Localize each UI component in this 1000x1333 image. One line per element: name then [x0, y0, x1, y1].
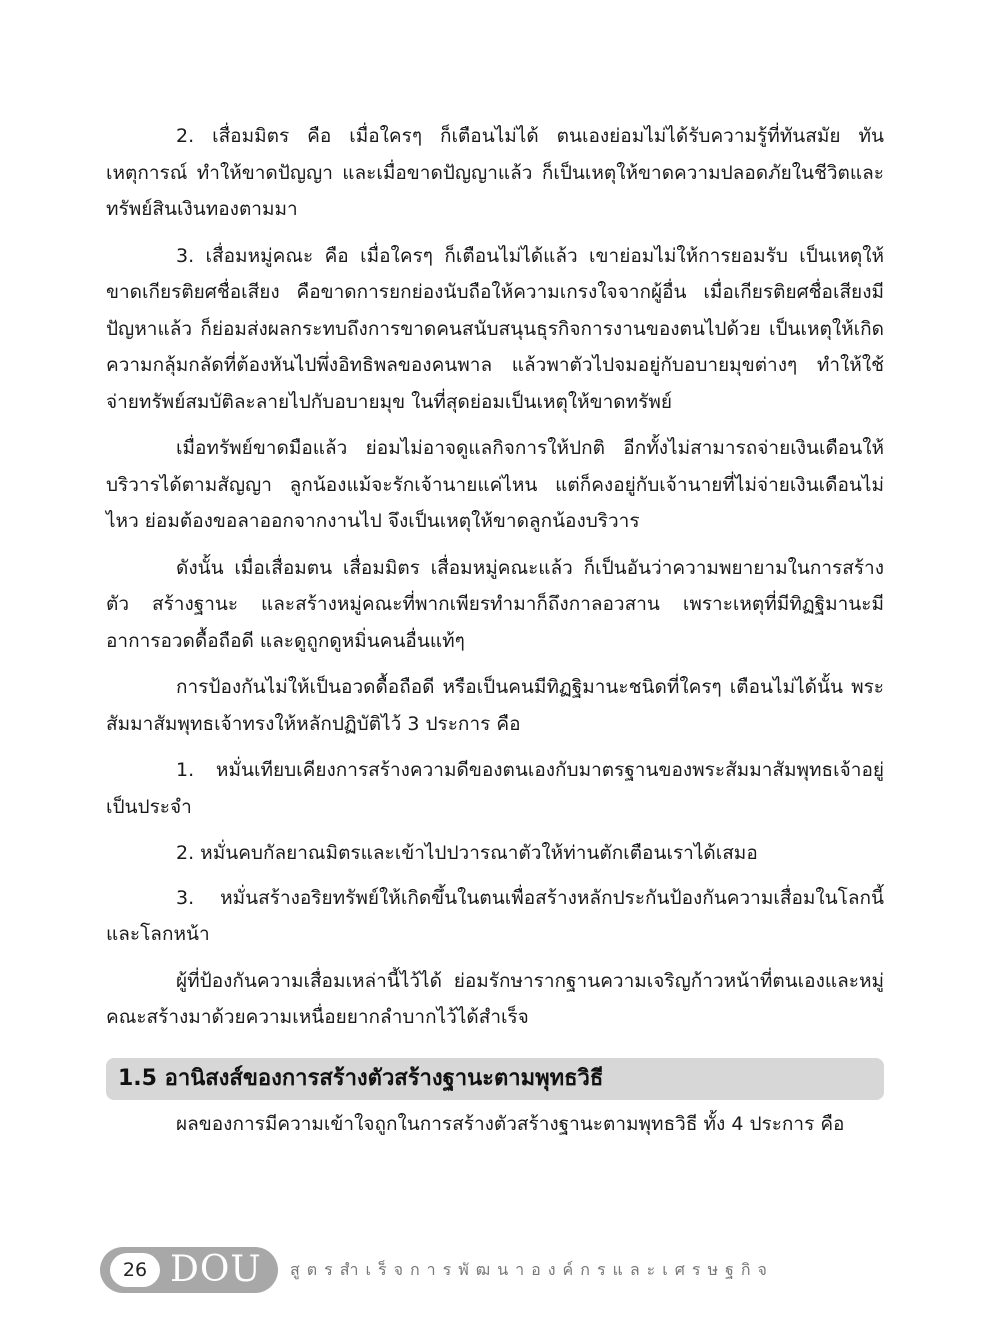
paragraph-loss-of-group: 3. เสื่อมหมู่คณะ คือ เมื่อใครๆ ก็เตือนไม่ได้แล้ว เขาย่อมไม่ให้การยอมรับ เป็นเหตุให้ขาดเกียรติยศชื่อเสียง คือขาดการยกย่องนับถือให้ความเกรงใจจากผู้อื่น เมื่อเกียรติยศชื่อเสียงมีปัญหาแล้ว ก็ย่อมส่งผลกระทบถึงการขาดคนสนับสนุนธุรกิจการงานของตนไปด้วย เป็นเหตุให้เกิดความกลุ้มกลัดที่ต้องหันไปพึ่งอิทธิพลของคนพาล แล้วพาตัวไปจมอยู่กับอบายมุขต่างๆ ทำให้ใช้จ่ายทรัพย์สมบัติละลายไปกับอบายมุข ในที่สุดย่อมเป็นเหตุให้ขาดทรัพย์	[106, 244, 884, 413]
paragraph-prevention-intro: การป้องกันไม่ให้เป็นอวดดื้อถือดี หรือเป็นคนมีทิฏฐิมานะชนิดที่ใครๆ เตือนไม่ได้นั้น พระสัมมาสัมพุทธเจ้าทรงให้หลักปฏิบัติไว้ 3 ประการ คือ	[106, 676, 884, 735]
paragraph-conclusion: ดังนั้น เมื่อเสื่อมตน เสื่อมมิตร เสื่อมหมู่คณะแล้ว ก็เป็นอันว่าความพยายามในการสร้างตัว สร้างฐานะ และสร้างหมู่คณะที่พากเพียรทำมาก็ถึงกาลอวสาน เพราะเหตุที่มีทิฏฐิมานะมีอาการอวดดื้อถือดี และดูถูกดูหมิ่นคนอื่นแท้ๆ	[106, 556, 884, 652]
course-title: สูตรสำเร็จการพัฒนาองค์กรและเศรษฐกิจ	[290, 1259, 774, 1279]
prevention-item-2: 2. หมั่นคบกัลยาณมิตรและเข้าไปปวารณาตัวให้ท่านตักเตือนเราได้เสมอ	[176, 842, 758, 864]
prevention-item-3: 3. หมั่นสร้างอริยทรัพย์ให้เกิดขึ้นในตนเพื่อสร้างหลักประกันป้องกันความเสื่อมในโลกนี้และโลกหน้า	[106, 886, 884, 945]
page-body	[106, 118, 884, 1152]
paragraph-loss-of-friends: 2. เสื่อมมิตร คือ เมื่อใครๆ ก็เตือนไม่ได้ ตนเองย่อมไม่ได้รับความรู้ที่ทันสมัย ทันเหตุการณ์ ทำให้ขาดปัญญา และเมื่อขาดปัญญาแล้ว ก็เป็นเหตุให้ขาดความปลอดภัยในชีวิตและทรัพย์สินเงินทองตามมา	[106, 125, 884, 220]
paragraph-loss-of-wealth: เมื่อทรัพย์ขาดมือแล้ว ย่อมไม่อาจดูแลกิจการให้ปกติ อีกทั้งไม่สามารถจ่ายเงินเดือนให้บริวารได้ตามสัญญา ลูกน้องแม้จะรักเจ้านายแค่ไหน แต่ก็คงอยู่กับเจ้านายที่ไม่จ่ายเงินเดือนไม่ไหว ย่อมต้องขอลาออกจากงานไป จึงเป็นเหตุให้ขาดลูกน้องบริวาร	[106, 437, 884, 532]
page-number: 26	[110, 1253, 160, 1287]
paragraph-summary: ผู้ที่ป้องกันความเสื่อมเหล่านี้ไว้ได้ ย่อมรักษารากฐานความเจริญก้าวหน้าที่ตนเองและหมู่คณะสร้างมาด้วยความเหนื่อยยากลำบากไว้ได้สำเร็จ	[106, 969, 884, 1028]
footer-badge	[100, 1247, 278, 1293]
section-title: 1.5 อานิสงส์ของการสร้างตัวสร้างฐานะตามพุทธวิธี	[118, 1065, 604, 1091]
section-heading-bar	[106, 1058, 884, 1100]
page-footer	[100, 1245, 774, 1295]
section-intro: ผลของการมีความเข้าใจถูกในการสร้างตัวสร้างฐานะตามพุทธวิธี ทั้ง 4 ประการ คือ	[176, 1112, 845, 1135]
brand-logo: DOU	[170, 1249, 262, 1290]
prevention-item-1: 1. หมั่นเทียบเคียงการสร้างความดีของตนเองกับมาตรฐานของพระสัมมาสัมพุทธเจ้าอยู่เป็นประจำ	[106, 759, 884, 818]
